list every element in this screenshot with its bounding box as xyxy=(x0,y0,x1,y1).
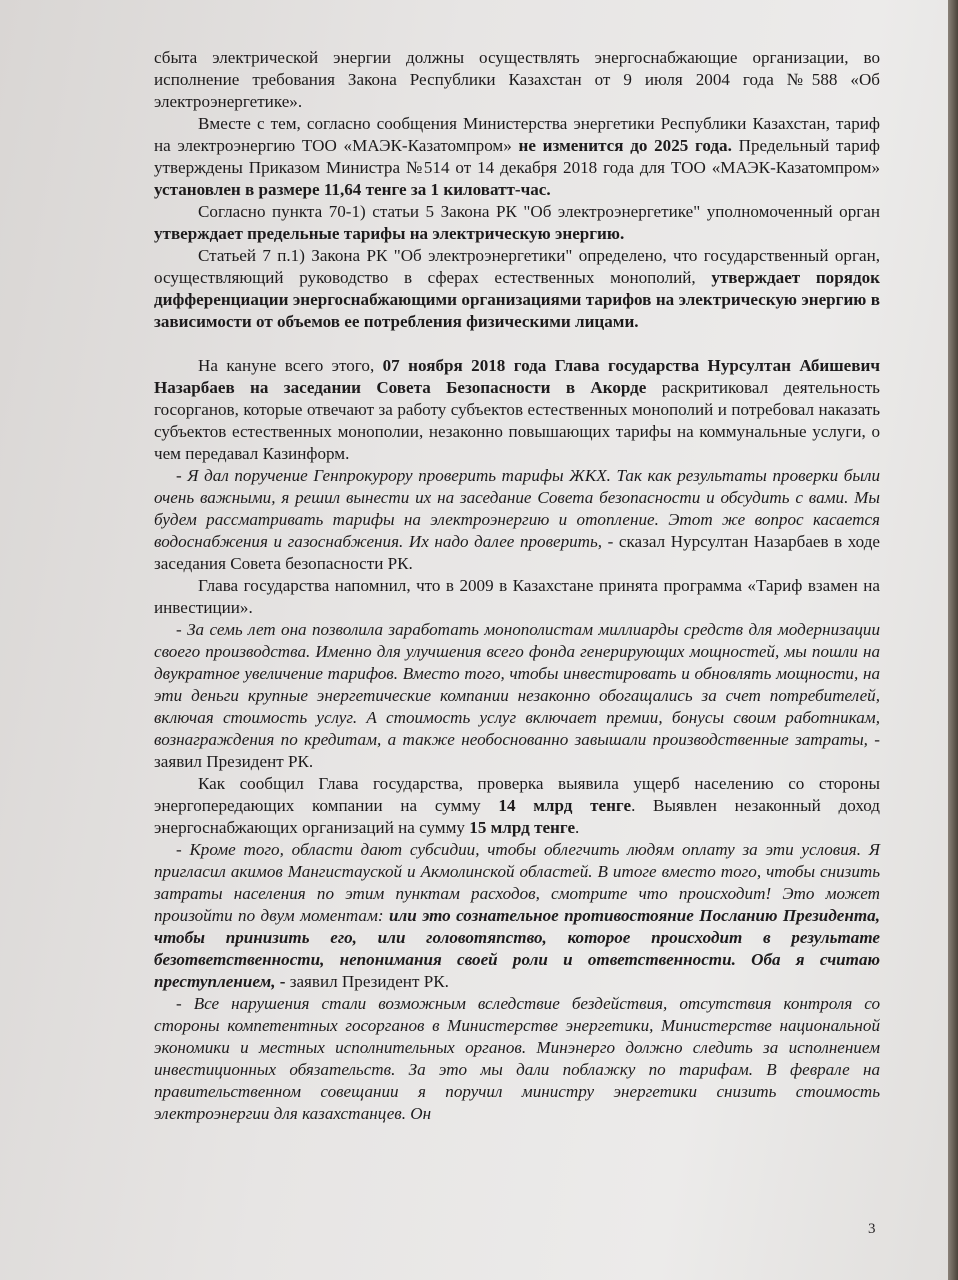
text-run: Вместе с тем, согласно сообщения Министерства энергетики Республики Казахстан, тариф на электроэнергию ТОО «МАЭК-Казатомпром» xyxy=(154,114,880,155)
bold-run: утверждает предельные тарифы на электрическую энергию. xyxy=(154,224,625,243)
paragraph-1 xyxy=(154,47,880,113)
paragraph-3 xyxy=(154,201,880,245)
italic-run: - Я дал поручение Генпрокурору проверить тарифы ЖКХ. Так как результаты проверки были очень важными, я решил вынести их на заседание Совета безопасности и обсудить с вами. Мы будем рассматривать тарифы на электроэнергию и отопление. Этот же вопрос касается водоснабжения и газоснабжения. Их надо далее проверить, xyxy=(154,466,880,551)
bold-italic-run: или это сознательное противостояние Посланию Президента, чтобы принизить его, или головотяпство, которое происходит в результате безответственности, непонимания своей роли и ответственности. Оба я считаю преступлением, xyxy=(154,906,880,991)
paragraph-9 xyxy=(154,773,880,839)
text-run: Глава государства напомнил, что в 2009 в Казахстане принята программа «Тариф взамен на инвестиции». xyxy=(154,576,880,617)
paragraph-5 xyxy=(154,355,880,465)
page-edge-shadow xyxy=(948,0,958,1280)
paragraph-2 xyxy=(154,113,880,201)
document-body xyxy=(154,47,880,1125)
text-run: . Выявлен незаконный доход энергоснабжающих организаций на сумму xyxy=(154,796,880,837)
text-run: раскритиковал деятельность госорганов, которые отвечают за работу субъектов естественных монополий и потребовал наказать субъектов естественных монополии, незаконно повышающих тарифы на коммунальные услуги, о чем передавал Казинформ. xyxy=(154,378,880,463)
paragraph-11-quote xyxy=(154,993,880,1125)
bold-run: 14 млрд тенге xyxy=(498,796,632,815)
paragraph-10-quote xyxy=(154,839,880,993)
text-run: - сказал Нурсултан Назарбаев в ходе заседания Совета безопасности РК. xyxy=(154,532,880,573)
page-number: 3 xyxy=(868,1221,876,1237)
bold-run: 07 ноября 2018 года Глава государства Нурсултан Абишевич Назарбаев на заседании Совета Безопасности в Акорде xyxy=(154,356,880,397)
text-run: Предельный тариф утверждены Приказом Министра №514 от 14 декабря 2018 года для ТОО «МАЭК-Казатомпром» xyxy=(154,136,880,177)
text-run: Статьей 7 п.1) Закона РК "Об электроэнергетики" определено, что государственный орган, осуществляющий руководство в сферах естественных монополий, xyxy=(154,246,880,287)
bold-run: не изменится до 2025 года. xyxy=(518,136,732,155)
text-run: Как сообщил Глава государства, проверка выявила ущерб населению со стороны энергопередающих компании на сумму xyxy=(154,774,880,815)
paragraph-4 xyxy=(154,245,880,333)
bold-run: утверждает порядок дифференциации энергоснабжающими организациями тарифов на электрическую энергию в зависимости от объемов ее потребления физическими лицами. xyxy=(154,268,881,331)
bold-run: - xyxy=(275,972,286,991)
text-run: Согласно пункта 70-1) статьи 5 Закона РК "Об электроэнергетике" уполномоченный орган xyxy=(198,202,880,221)
text-run: - заявил Президент РК. xyxy=(154,730,880,771)
text-run: . xyxy=(575,818,580,837)
italic-run: - Все нарушения стали возможным вследствие бездействия, отсутствия контроля со стороны компетентных госорганов в Министерстве энергетики, Министерстве национальной экономики и местных исполнительных органов. Минэнерго должно следить за исполнением инвестиционных обязательств. За это мы дали поблажку по тарифам. В феврале на правительственном совещании я поручил министру энергетики снизить стоимость электроэнергии для казахстанцев. Он xyxy=(154,994,880,1123)
text-run: сбыта электрической энергии должны осуществлять энергоснабжающие организации, во исполнение требования Закона Республики Казахстан от 9 июля 2004 года №588 «Об электроэнергетике». xyxy=(154,48,880,111)
bold-run: установлен в размере 11,64 тенге за 1 киловатт-час. xyxy=(154,180,551,199)
bold-run: 15 млрд тенге xyxy=(469,818,576,837)
text-run: На кануне всего этого, xyxy=(198,356,383,375)
italic-run: - Кроме того, области дают субсидии, чтобы облегчить людям оплату за эти условия. Я пригласил акимов Мангистауской и Акмолинской областей. В итоге вместо того, чтобы снизить затраты населения по этим пунктам расходов, смотрите что происходит! Это может произойти по двум моментам: xyxy=(154,840,880,925)
paragraph-gap xyxy=(154,333,880,355)
italic-run: - За семь лет она позволила заработать монополистам миллиарды средств для модернизации своего производства. Именно для улучшения всего фонда генерирующих мощностей, мы пошли на двукратное увеличение тарифов. Вместо того, чтобы инвестировать и обновлять мощности, на эти деньги крупные энергетические компании незаконно обогащались за счет потребителей, включая стоимость услуг. А стоимость услуг включает премии, бонусы своим работникам, вознаграждения по кредитам, а также необоснованно завышали производственные затраты, xyxy=(154,620,880,749)
paragraph-7 xyxy=(154,575,880,619)
paragraph-8-quote xyxy=(154,619,880,773)
text-run: заявил Президент РК. xyxy=(285,972,449,991)
paragraph-6-quote xyxy=(154,465,880,575)
